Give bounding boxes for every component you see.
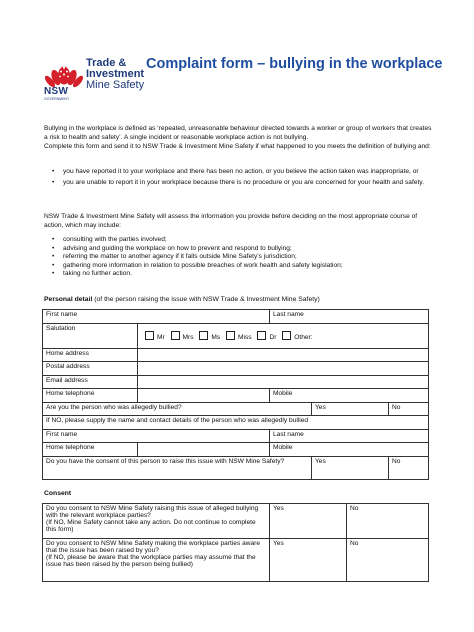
miss-checkbox[interactable] xyxy=(226,331,235,340)
intro-definition xyxy=(44,125,434,142)
list-item: • consulting with the parties involved; xyxy=(44,236,434,245)
table-row xyxy=(43,402,429,416)
home-telephone-label: Home telephone xyxy=(43,389,138,403)
email-address-field[interactable] xyxy=(138,375,429,389)
consent-1-no-option[interactable] xyxy=(347,504,429,539)
table-row xyxy=(43,362,429,376)
consent-1-yes-option[interactable] xyxy=(270,504,347,539)
consent-question-1: Do you consent to NSW Mine Safety raising this issue of alleged bullying with the relevant workplace parties? (If NO, Mine Safety cannot take any action. Do not continue to complete this form) xyxy=(43,504,270,539)
intro-instruction xyxy=(44,143,434,152)
home-address-label: Home address xyxy=(43,348,138,362)
table-row xyxy=(43,310,429,324)
table-row xyxy=(43,504,429,539)
list-item: • you have reported it to your workplace and there has been no action, or you believe the action taken was inappropriate, or xyxy=(44,168,434,177)
nsw-wordmark: NSW xyxy=(44,86,69,97)
personal-detail-subtitle: (of the person raising the issue with NSW Trade & Investment Mine Safety) xyxy=(92,296,320,303)
table-row xyxy=(43,443,429,457)
table-row xyxy=(43,348,429,362)
dr-checkbox[interactable] xyxy=(257,331,266,340)
table-row xyxy=(43,375,429,389)
mobile-label: Mobile xyxy=(273,444,293,451)
table-row xyxy=(43,429,429,443)
consent-question-2: Do you consent to NSW Mine Safety making the workplace parties aware that the issue has been raised by you? (If NO, please be aware that the workplace parties may assume that the issue has been raised by the person being bullied) xyxy=(43,539,270,582)
if-no-instruction: If NO, please supply the name and contact details of the person who was allegedly bullied xyxy=(43,416,429,430)
conditions-list-block xyxy=(44,168,434,187)
first-name-label: First name xyxy=(46,311,78,318)
mobile-label: Mobile xyxy=(273,390,293,397)
brand-line-2: Investment xyxy=(86,68,145,80)
table-row xyxy=(43,323,429,348)
mobile-field[interactable] xyxy=(270,389,429,403)
yes-label: Yes xyxy=(273,540,284,547)
first-name-field[interactable] xyxy=(43,310,270,324)
no-label: No xyxy=(392,457,401,465)
dr-label: Dr xyxy=(269,333,277,341)
yes-label: Yes xyxy=(315,457,326,465)
consent-person-yes-option[interactable] xyxy=(312,456,389,479)
no-label: No xyxy=(350,505,359,512)
no-label: No xyxy=(350,540,359,547)
definition-paragraph: Bullying in the workplace is defined as ‘repeated, unreasonable behaviour directed towards a worker or group of workers that creates a risk to health and safety’. A single incident or reasonable workplace action is not bullying. xyxy=(44,125,432,141)
miss-label: Miss xyxy=(238,333,252,341)
postal-address-field[interactable] xyxy=(138,362,429,376)
consent-person-question: Do you have the consent of this person to raise this issue with NSW Mine Safety? xyxy=(43,456,312,479)
table-row xyxy=(43,539,429,582)
consent-person-no-option[interactable] xyxy=(389,456,429,479)
salutation-options xyxy=(138,323,429,348)
consent-2-yes-option[interactable] xyxy=(270,539,347,582)
home-telephone-field[interactable] xyxy=(138,389,270,403)
intro-assess xyxy=(44,213,434,230)
bullied-yes-option[interactable] xyxy=(312,402,389,416)
mrs-label: Mrs xyxy=(182,333,194,341)
no-label: No xyxy=(392,403,401,411)
consent-table xyxy=(42,503,429,582)
personal-detail-table xyxy=(42,309,429,480)
yes-label: Yes xyxy=(273,505,284,512)
ms-label: Ms xyxy=(211,333,221,341)
bullied-question: Are you the person who was allegedly bullied? xyxy=(43,402,312,416)
instruction-paragraph: Complete this form and send it to NSW Trade & Investment Mine Safety if what happened to you meets the definition of bullying and: xyxy=(44,143,431,150)
government-wordmark: GOVERNMENT xyxy=(44,97,70,101)
home-telephone-label: Home telephone xyxy=(43,443,138,457)
table-row xyxy=(43,456,429,479)
bullied-no-option[interactable] xyxy=(389,402,429,416)
actions-list xyxy=(44,236,434,279)
bullied-first-name-field[interactable] xyxy=(43,429,270,443)
last-name-label: Last name xyxy=(273,430,304,438)
consent-heading xyxy=(44,490,71,497)
other-label: Other: xyxy=(294,333,313,341)
mr-checkbox[interactable] xyxy=(145,331,154,340)
postal-address-label: Postal address xyxy=(43,362,138,376)
personal-detail-heading xyxy=(44,296,320,303)
personal-detail-title: Personal detail xyxy=(44,296,93,303)
salutation-label: Salutation xyxy=(43,323,138,348)
list-item: • you are unable to report it in your workplace because there is no procedure or you are concerned for your health and safety. xyxy=(44,179,434,188)
conditions-list xyxy=(44,168,434,187)
bullied-mobile-field[interactable] xyxy=(270,443,429,457)
consent-2-no-option[interactable] xyxy=(347,539,429,582)
email-address-label: Email address xyxy=(43,375,138,389)
other-checkbox[interactable] xyxy=(282,331,291,340)
last-name-field[interactable] xyxy=(270,310,429,324)
bullied-home-telephone-field[interactable] xyxy=(138,443,270,457)
mrs-checkbox[interactable] xyxy=(171,331,180,340)
assess-paragraph: NSW Trade & Investment Mine Safety will assess the information you provide before deciding on the most appropriate course of action, which may include: xyxy=(44,213,418,229)
list-item: • taking no further action. xyxy=(44,270,434,279)
home-address-field[interactable] xyxy=(138,348,429,362)
brand-line-1: Trade & xyxy=(86,57,127,69)
list-item: • gathering more information in relation to possible breaches of work health and safety legislation; xyxy=(44,262,434,271)
table-row xyxy=(43,416,429,430)
actions-list-block xyxy=(44,236,434,279)
yes-label: Yes xyxy=(315,403,326,411)
bullied-last-name-field[interactable] xyxy=(270,429,429,443)
first-name-label: First name xyxy=(46,430,78,438)
table-row xyxy=(43,389,429,403)
list-item: • referring the matter to another agency if it falls outside Mine Safety’s jurisdiction; xyxy=(44,253,434,262)
ms-checkbox[interactable] xyxy=(199,331,208,340)
department-brand xyxy=(86,58,144,91)
last-name-label: Last name xyxy=(273,311,304,318)
mr-label: Mr xyxy=(157,333,165,341)
list-item: • advising and guiding the workplace on how to prevent and respond to bullying; xyxy=(44,245,434,254)
brand-line-3: Mine Safety xyxy=(86,79,145,91)
page-title: Complaint form – bullying in the workplace xyxy=(146,56,443,72)
consent-title: Consent xyxy=(44,490,72,497)
